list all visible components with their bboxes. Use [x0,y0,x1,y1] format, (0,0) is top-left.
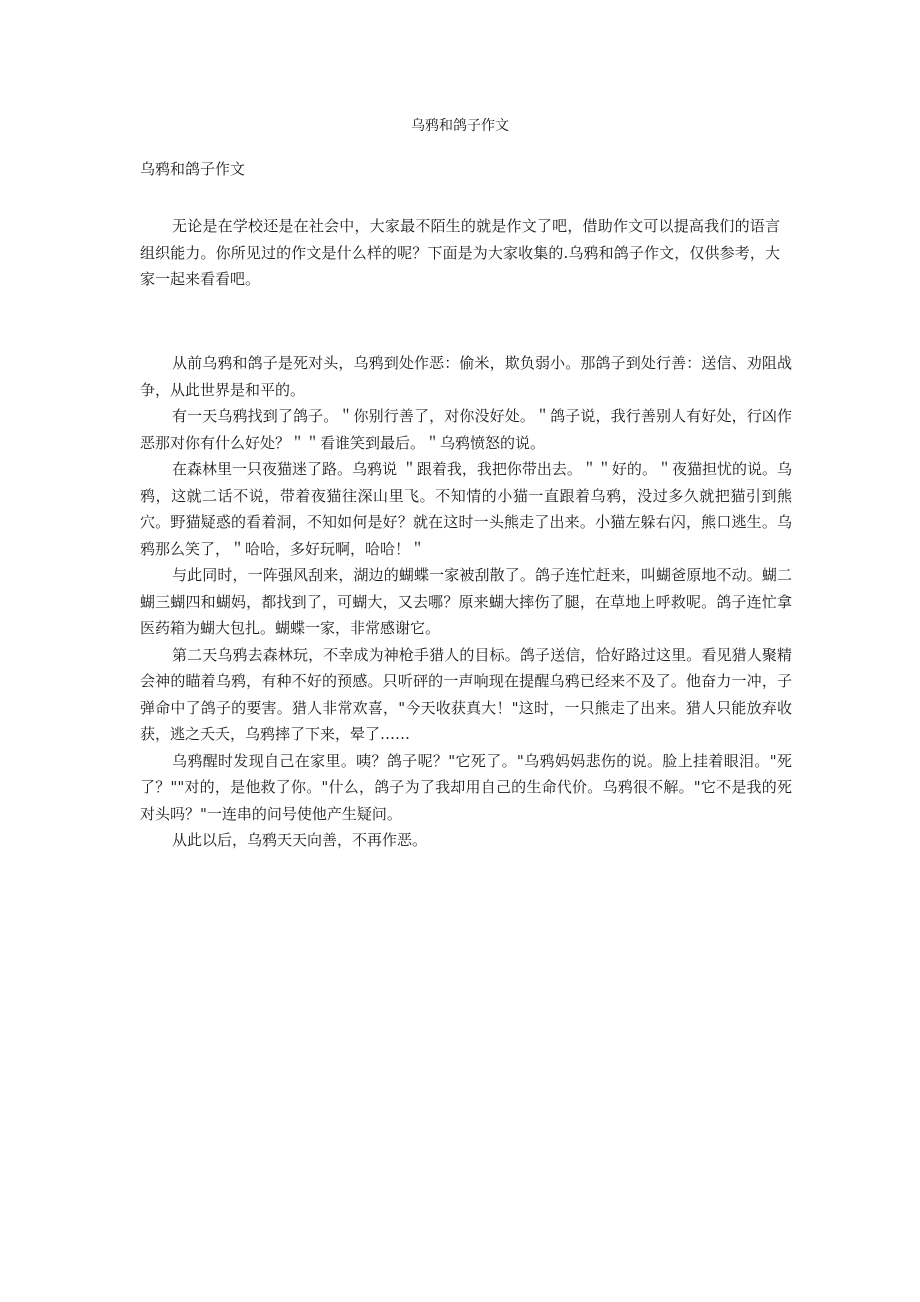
essay-paragraph: 乌鸦醒时发现自己在家里。咦？鸽子呢？"它死了。"乌鸦妈妈悲伤的说。脸上挂着眼泪。"死了？""对的，是他救了你。"什么，鸽子为了我却用自己的生命代价。乌鸦很不解。"它不是我的死对头吗？"一连串的问号使他产生疑问。 [140,751,792,823]
intro-section [140,213,780,293]
essay-paragraph: 从前乌鸦和鸽子是死对头，乌鸦到处作恶：偷米，欺负弱小。那鸽子到处行善：送信、劝阻战争，从此世界是和平的。 [140,354,792,399]
document-subtitle: 乌鸦和鸽子作文 [140,160,246,178]
essay-paragraph: 从此以后，乌鸦天天向善，不再作恶。 [172,831,428,849]
intro-paragraph: 无论是在学校还是在社会中，大家最不陌生的就是作文了吧，借助作文可以提高我们的语言组织能力。你所见过的作文是什么样的呢？下面是为大家收集的.乌鸦和鸽子作文，仅供参考，大家一起来看看吧。 [140,217,780,288]
essay-paragraph: 与此同时，一阵强风刮来，湖边的蝴蝶一家被刮散了。鸽子连忙赶来，叫蝴爸原地不动。蝴二蝴三蝴四和蝴妈，都找到了，可蝴大，又去哪？原来蝴大摔伤了腿，在草地上呼救呢。鸽子连忙拿医药箱为蝴大包扎。蝴蝶一家，非常感谢它。 [140,566,792,637]
essay-paragraph: 第二天乌鸦去森林玩，不幸成为神枪手猎人的目标。鸽子送信，恰好路过这里。看见猎人聚精会神的瞄着乌鸦，有种不好的预感。只听砰的一声响现在提醒乌鸦已经来不及了。他奋力一冲，子弹命中了鸽子的要害。猎人非常欢喜，"今天收获真大！"这时，一只熊走了出来。猎人只能放弃收获，逃之夭夭，乌鸦摔了下来，晕了…… [140,645,792,743]
essay-paragraph: 在森林里一只夜猫迷了路。乌鸦说 ＂跟着我，我把你带出去。＂＂好的。＂夜猫担忧的说。乌鸦，这就二话不说，带着夜猫往深山里飞。不知情的小猫一直跟着乌鸦，没过多久就把猫引到熊穴。野猫疑惑的看着洞，不知如何是好？就在这时一头熊走了出来。小猫左躲右闪，熊口逃生。乌鸦那么笑了，＂哈哈，多好玩啊，哈哈！＂ [140,460,792,558]
essay-body [140,350,792,854]
document-title: 乌鸦和鸽子作文 [411,118,509,134]
essay-paragraph: 有一天乌鸦找到了鸽子。＂你别行善了，对你没好处。＂鸽子说，我行善别人有好处，行凶作恶那对你有什么好处？＂＂看谁笑到最后。＂乌鸦愤怒的说。 [140,407,792,452]
